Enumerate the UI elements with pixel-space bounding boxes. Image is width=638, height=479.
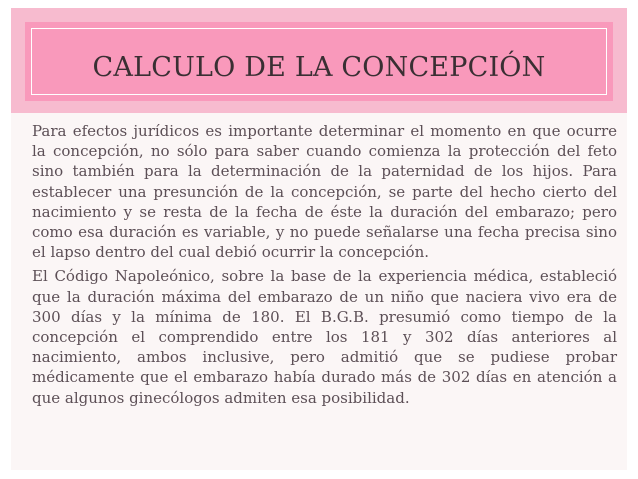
title-band [11, 8, 627, 113]
slide [11, 8, 627, 470]
slide-body [32, 121, 617, 412]
slide-title: CALCULO DE LA CONCEPCIÓN [92, 52, 546, 83]
paragraph-2: El Código Napoleónico, sobre la base de la experiencia médica, estableció que la duración máxima del embarazo de un niño que naciera vivo era de 300 días y la mínima de 180. El B.G.B. presumió como tiempo de la concepción el comprendido entre los 181 y 302 días anteriores al nacimiento, ambos inclusive, pero admitió que se pudiese probar médicamente que el embarazo había durado más de 302 días en atención a que algunos ginecólogos admiten esa posibilidad. [32, 267, 617, 407]
paragraph-1: Para efectos jurídicos es importante determinar el momento en que ocurre la concepción, no sólo para saber cuando comienza la protección del feto sino también para la determinación de la paternidad de los hijos. Para establecer una presunción de la concepción, se parte del hecho cierto del nacimiento y se resta de la fecha de éste la duración del embarazo; pero como esa duración es variable, y no puede señalarse una fecha precisa sino el lapso dentro del cual debió ocurrir la concepción. [32, 122, 617, 262]
title-box [25, 22, 613, 101]
